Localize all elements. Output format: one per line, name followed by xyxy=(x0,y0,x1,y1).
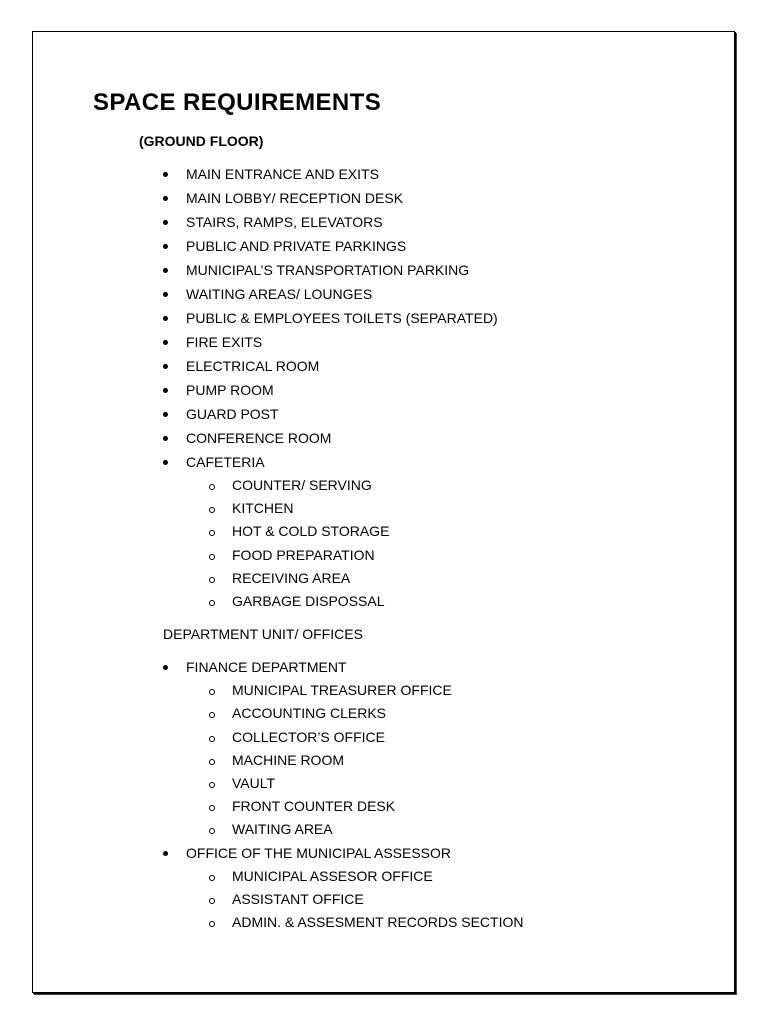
list-item: PUBLIC & EMPLOYEES TOILETS (SEPARATED) xyxy=(186,310,498,326)
sublist-item: FRONT COUNTER DESK xyxy=(232,798,396,814)
bullet-icon xyxy=(163,268,168,273)
bullet-icon xyxy=(163,665,168,670)
circle-bullet-icon xyxy=(209,828,215,834)
sublist-item: HOT & COLD STORAGE xyxy=(232,523,390,539)
sublist-item: ASSISTANT OFFICE xyxy=(232,891,364,907)
sublist-item: RECEIVING AREA xyxy=(232,570,351,586)
list-item: GUARD POST xyxy=(186,406,279,422)
sublist-item: VAULT xyxy=(232,775,276,791)
bullet-icon xyxy=(163,220,168,225)
circle-bullet-icon xyxy=(209,782,215,788)
list-item: FIRE EXITS xyxy=(186,334,263,350)
circle-bullet-icon xyxy=(209,484,215,490)
list-item: WAITING AREAS/ LOUNGES xyxy=(186,286,373,302)
bullet-icon xyxy=(163,196,168,201)
sublist-item: ACCOUNTING CLERKS xyxy=(232,705,387,721)
circle-bullet-icon xyxy=(209,759,215,765)
list-item: PUMP ROOM xyxy=(186,382,274,398)
circle-bullet-icon xyxy=(209,689,215,695)
list-item: CAFETERIA xyxy=(186,454,265,470)
list-item: PUBLIC AND PRIVATE PARKINGS xyxy=(186,238,407,254)
circle-bullet-icon xyxy=(209,898,215,904)
circle-bullet-icon xyxy=(209,875,215,881)
circle-bullet-icon xyxy=(209,805,215,811)
page-title: SPACE REQUIREMENTS xyxy=(93,89,382,116)
circle-bullet-icon xyxy=(209,712,215,718)
sublist-item: MUNICIPAL ASSESOR OFFICE xyxy=(232,868,433,884)
sublist-item: ADMIN. & ASSESMENT RECORDS SECTION xyxy=(232,914,524,930)
sublist-item: COLLECTOR’S OFFICE xyxy=(232,729,385,745)
circle-bullet-icon xyxy=(209,577,215,583)
sublist-item: KITCHEN xyxy=(232,500,294,516)
sublist-item: FOOD PREPARATION xyxy=(232,547,375,563)
circle-bullet-icon xyxy=(209,554,215,560)
bullet-icon xyxy=(163,364,168,369)
bullet-icon xyxy=(163,292,168,297)
sublist-item: MUNICIPAL TREASURER OFFICE xyxy=(232,682,452,698)
bullet-icon xyxy=(163,388,168,393)
bullet-icon xyxy=(163,412,168,417)
sublist-item: GARBAGE DISPOSSAL xyxy=(232,593,385,609)
list-item: CONFERENCE ROOM xyxy=(186,430,332,446)
list-item: FINANCE DEPARTMENT xyxy=(186,659,347,675)
bullet-icon xyxy=(163,172,168,177)
list-item: MAIN LOBBY/ RECEPTION DESK xyxy=(186,190,404,206)
list-item: MAIN ENTRANCE AND EXITS xyxy=(186,166,379,182)
bullet-icon xyxy=(163,851,168,856)
circle-bullet-icon xyxy=(209,600,215,606)
list-item: STAIRS, RAMPS, ELEVATORS xyxy=(186,214,383,230)
list-item: MUNICIPAL’S TRANSPORTATION PARKING xyxy=(186,262,470,278)
circle-bullet-icon xyxy=(209,736,215,742)
circle-bullet-icon xyxy=(209,530,215,536)
list-item: OFFICE OF THE MUNICIPAL ASSESSOR xyxy=(186,845,452,861)
bullet-icon xyxy=(163,316,168,321)
list-item: ELECTRICAL ROOM xyxy=(186,358,320,374)
department-heading: DEPARTMENT UNIT/ OFFICES xyxy=(163,626,363,642)
sublist-item: COUNTER/ SERVING xyxy=(232,477,372,493)
bullet-icon xyxy=(163,244,168,249)
bullet-icon xyxy=(163,340,168,345)
bullet-icon xyxy=(163,460,168,465)
circle-bullet-icon xyxy=(209,921,215,927)
bullet-icon xyxy=(163,436,168,441)
section-subtitle: (GROUND FLOOR) xyxy=(139,133,264,149)
sublist-item: MACHINE ROOM xyxy=(232,752,344,768)
sublist-item: WAITING AREA xyxy=(232,821,333,837)
circle-bullet-icon xyxy=(209,507,215,513)
